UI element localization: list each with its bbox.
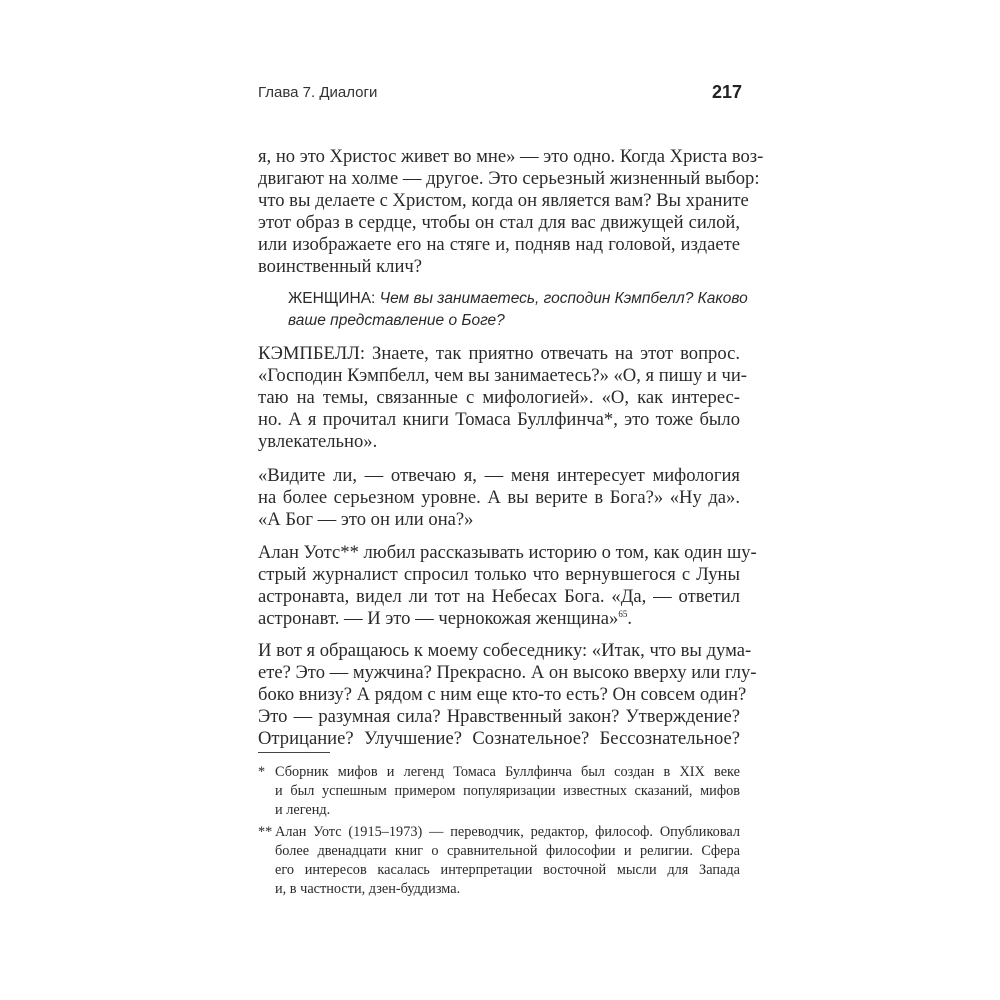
text-line: КЭМПБЕЛЛ: Знаете, так приятно отвечать на этот вопрос.: [258, 343, 740, 364]
text-line: «А Бог — это он или она?»: [258, 509, 474, 530]
text-line: ете? Это — мужчина? Прекрасно. А он высоко вверху или глу-: [258, 662, 757, 683]
text-line: или изображаете его на стяге и, подняв над головой, издаете: [258, 234, 740, 255]
punctuation: .: [627, 608, 632, 629]
text-line: увлекательно».: [258, 431, 378, 452]
dialog-text: Чем вы занимаетесь, господин Кэмпбелл? Каково: [379, 290, 748, 307]
endnote-ref: 65: [618, 608, 628, 619]
footnote-line: и, в частности, дзен-буддизма.: [275, 881, 461, 897]
text-line: двигают на холме — другое. Это серьезный жизненный выбор:: [258, 168, 760, 189]
running-header-chapter: Глава 7. Диалоги: [258, 84, 378, 101]
footnote-mark: **: [258, 824, 273, 840]
text-line: И вот я обращаюсь к моему собеседнику: «Итак, что вы дума-: [258, 640, 752, 661]
footnote-divider: [258, 752, 330, 753]
text-line: Алан Уотс** любил рассказывать историю о том, как один шу-: [258, 542, 757, 563]
paragraph-3: [258, 465, 740, 531]
speaker-label: ЖЕНЩИНА:: [288, 290, 376, 307]
footnote-line: и легенд.: [275, 802, 331, 818]
text-fragment: астронавт. — И это — чернокожая женщина»: [258, 608, 619, 629]
text-line: стрый журналист спросил только что вернувшегося с Луны: [258, 564, 740, 585]
text-line: воинственный клич?: [258, 256, 423, 277]
text-line: Это — разумная сила? Нравственный закон? Утверждение?: [258, 706, 740, 727]
text-line: я, но это Христос живет во мне» — это одно. Когда Христа воз-: [258, 146, 764, 167]
dialog-line: [288, 288, 748, 310]
footnote-1: [258, 763, 740, 820]
footnote-line: Сборник мифов и легенд Томаса Буллфинча был создан в XIX веке: [275, 764, 740, 780]
text-line: «Господин Кэмпбелл, чем вы занимаетесь?» «О, я пишу и чи-: [258, 365, 747, 386]
paragraph-1: [258, 146, 764, 278]
paragraph-2: [258, 343, 747, 453]
text-line: «Видите ли, — отвечаю я, — меня интересует мифология: [258, 465, 740, 486]
footnote-line: более двенадцати книг о сравнительной философии и религии. Сфера: [275, 843, 740, 859]
text-line: боко внизу? А рядом с ним еще кто-то есть? Он совсем один?: [258, 684, 747, 705]
footnote-line: Алан Уотс (1915–1973) — переводчик, редактор, философ. Опубликовал: [275, 824, 740, 840]
text-line: таю на темы, связанные с мифологией». «О, как интерес-: [258, 387, 740, 408]
text-line: что вы делаете с Христом, когда он является вам? Вы храните: [258, 190, 749, 211]
text-line: но. А я прочитал книги Томаса Буллфинча*, это тоже было: [258, 409, 740, 430]
text-line: на более серьезном уровне. А вы верите в Бога?» «Ну да».: [258, 487, 740, 508]
paragraph-5: [258, 640, 757, 750]
page-number: 217: [711, 82, 742, 102]
paragraph-4: [258, 542, 757, 630]
footnote-line: его интересов касалась интерпретации восточной мысли для Запада: [275, 862, 740, 878]
footnote-mark: *: [258, 764, 266, 780]
text-line: этот образ в сердце, чтобы он стал для вас движущей силой,: [258, 212, 740, 233]
text-line: [258, 608, 740, 630]
text-line: Отрицание? Улучшение? Сознательное? Бессознательное?: [258, 728, 740, 749]
text-line: астронавта, видел ли тот на Небесах Бога. «Да, — ответил: [258, 586, 740, 607]
dialog-question: [288, 288, 748, 332]
footnote-line: и был успешным примером популяризации известных сказаний, мифов: [275, 783, 740, 799]
footnote-2: [258, 823, 740, 899]
dialog-line: ваше представление о Боге?: [288, 312, 505, 329]
